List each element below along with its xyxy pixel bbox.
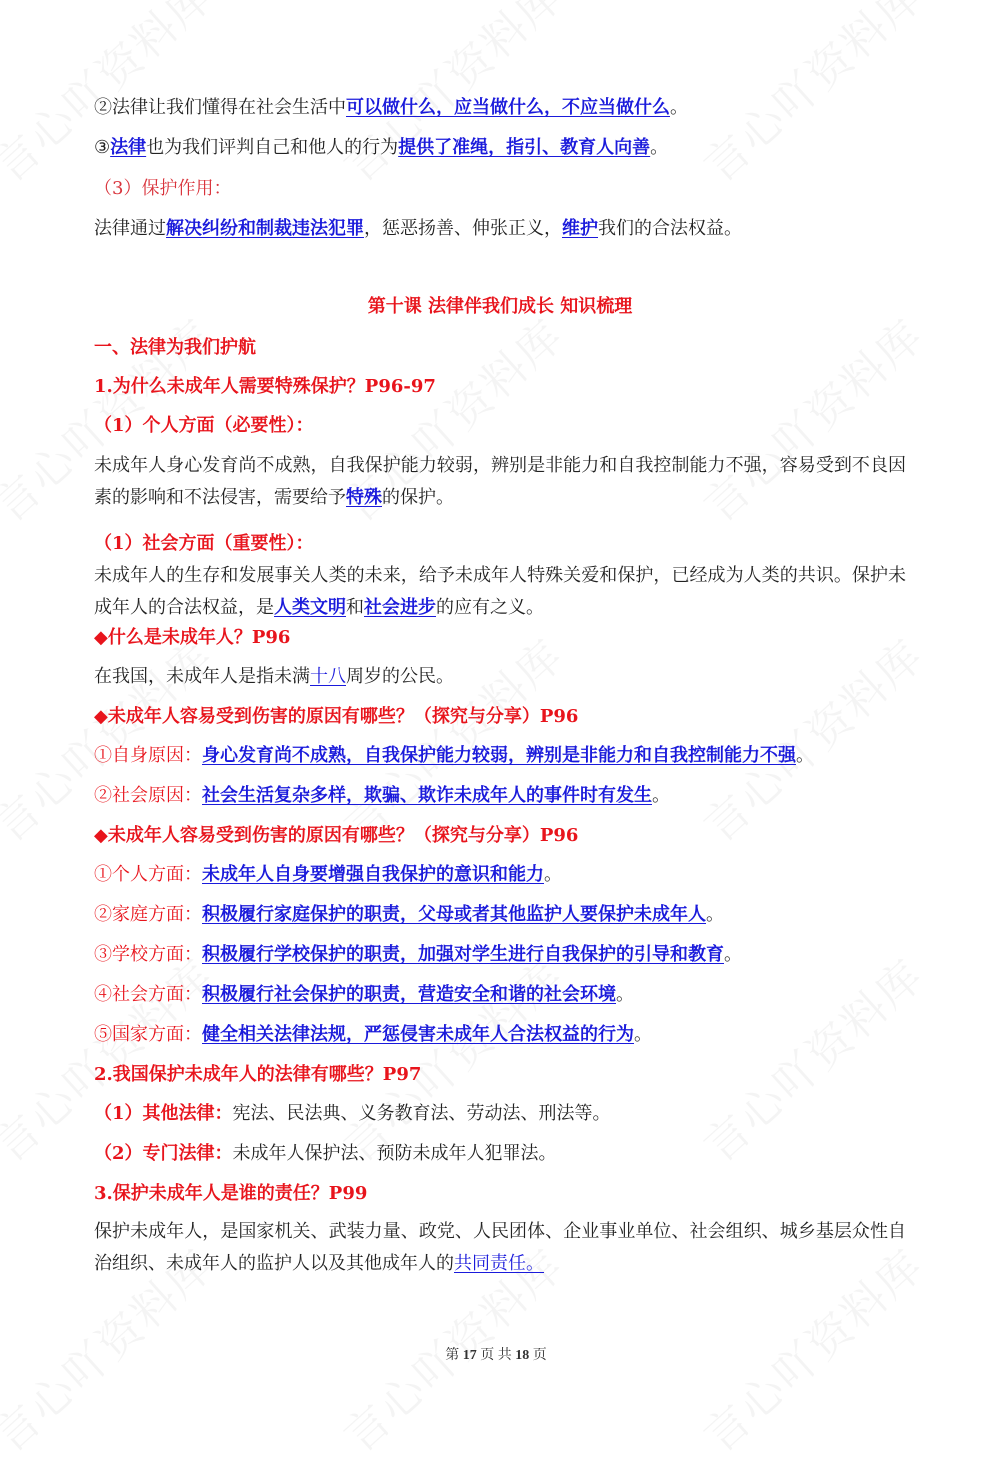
section-heading: 一、法律为我们护航 — [94, 337, 256, 358]
what-is-minor-text: 在我国，未成年人是指未满十八周岁的公民。 — [94, 666, 454, 687]
question-3-text: 保护未成年人，是国家机关、武装力量、政党、人民团体、企业事业单位、社会组织、城乡基层众性自治组织、未成年人的监护人以及其他成年人的共同责任。 — [94, 1221, 906, 1274]
current-page-number: 17 — [462, 1348, 477, 1363]
social-aspect-heading: （1）社会方面（重要性）： — [94, 533, 314, 554]
total-pages-number: 18 — [515, 1348, 530, 1363]
question-3-heading: 3.保护未成年人是谁的责任？P99 — [94, 1183, 368, 1204]
protection-measure-item: ①个人方面：未成年人自身要增强自我保护的意识和能力。 — [94, 864, 562, 885]
watermark — [0, 942, 225, 1174]
social-aspect-text: 未成年人的生存和发展事关人类的未来，给予未成年人特殊关爱和保护，已经成为人类的共识。保护未成年人的合法权益，是人类文明和社会进步的应有之义。 — [94, 565, 906, 618]
personal-aspect-text: 未成年人身心发育尚不成熟，自我保护能力较弱，辨别是非能力和自我控制能力不强，容易受到不良因素的影响和不法侵害，需要给予特殊的保护。 — [94, 455, 906, 508]
law-function-item-2: ②法律让我们懂得在社会生活中可以做什么，应当做什么，不应当做什么。 — [94, 97, 688, 118]
underlined-answer: 解决纠纷和制裁违法犯罪 — [166, 218, 364, 239]
watermark — [687, 942, 935, 1174]
law-list-item: （2）专门法律：未成年人保护法、预防未成年人犯罪法。 — [94, 1143, 557, 1164]
protection-measures-heading: ◆未成年人容易受到伤害的原因有哪些？（探究与分享）P96 — [94, 825, 579, 846]
underlined-answer: 提供了准绳，指引、教育人向善 — [398, 137, 651, 158]
personal-aspect-heading: （1）个人方面（必要性）： — [94, 415, 314, 436]
protection-measure-item: ②家庭方面：积极履行家庭保护的职责，父母或者其他监护人要保护未成年人。 — [94, 904, 724, 925]
protect-function-heading: （3）保护作用： — [94, 178, 232, 199]
watermark — [0, 622, 225, 854]
lesson-title: 第十课 法律伴我们成长 知识梳理 — [367, 296, 633, 317]
watermark — [327, 622, 575, 854]
question-1-heading: 1.为什么未成年人需要特殊保护？P96-97 — [94, 376, 436, 397]
underlined-answer: 社会进步 — [364, 597, 436, 618]
underlined-answer: 积极履行社会保护的职责，营造安全和谐的社会环境 — [202, 984, 616, 1005]
underlined-answer: 法律 — [110, 137, 147, 158]
underlined-answer: 身心发育尚不成熟，自我保护能力较弱，辨别是非能力和自我控制能力不强 — [202, 745, 796, 766]
underlined-answer: 特殊 — [346, 487, 382, 508]
protection-measure-item: ⑤国家方面：健全相关法律法规，严惩侵害未成年人合法权益的行为。 — [94, 1024, 652, 1045]
watermark — [327, 942, 575, 1174]
protection-measure-item: ④社会方面：积极履行社会保护的职责，营造安全和谐的社会环境。 — [94, 984, 634, 1005]
law-function-item-3: ③法律也为我们评判自己和他人的行为提供了准绳，指引、教育人向善。 — [94, 137, 669, 158]
protect-function-text: 法律通过解决纠纷和制裁违法犯罪，惩恶扬善、伸张正义，维护我们的合法权益。 — [94, 218, 742, 239]
underlined-answer: 共同责任。 — [454, 1253, 544, 1274]
law-list-item: （1）其他法律：宪法、民法典、义务教育法、劳动法、刑法等。 — [94, 1103, 611, 1124]
underlined-answer: 积极履行家庭保护的职责，父母或者其他监护人要保护未成年人 — [202, 904, 706, 925]
harm-reason-item: ①自身原因：身心发育尚不成熟，自我保护能力较弱，辨别是非能力和自我控制能力不强。 — [94, 745, 814, 766]
underlined-answer: 社会生活复杂多样，欺骗、欺诈未成年人的事件时有发生 — [202, 785, 652, 806]
harm-reasons-heading: ◆未成年人容易受到伤害的原因有哪些？（探究与分享）P96 — [94, 706, 579, 727]
underlined-answer: 健全相关法律法规，严惩侵害未成年人合法权益的行为 — [202, 1024, 634, 1045]
page-footer: 第 17 页 共 18 页 — [445, 1348, 547, 1363]
underlined-answer: 十八 — [310, 666, 346, 687]
watermark — [687, 0, 935, 194]
underlined-answer: 可以做什么，应当做什么，不应当做什么 — [346, 97, 670, 118]
underlined-answer: 积极履行学校保护的职责，加强对学生进行自我保护的引导和教育 — [202, 944, 724, 965]
underlined-answer: 维护 — [562, 218, 598, 239]
what-is-minor-heading: ◆什么是未成年人？P96 — [94, 627, 291, 648]
underlined-answer: 未成年人自身要增强自我保护的意识和能力 — [202, 864, 544, 885]
protection-measure-item: ③学校方面：积极履行学校保护的职责，加强对学生进行自我保护的引导和教育。 — [94, 944, 742, 965]
watermark — [687, 622, 935, 854]
harm-reason-item: ②社会原因：社会生活复杂多样，欺骗、欺诈未成年人的事件时有发生。 — [94, 785, 670, 806]
underlined-answer: 人类文明 — [274, 597, 346, 618]
question-2-heading: 2.我国保护未成年人的法律有哪些？P97 — [94, 1064, 422, 1085]
